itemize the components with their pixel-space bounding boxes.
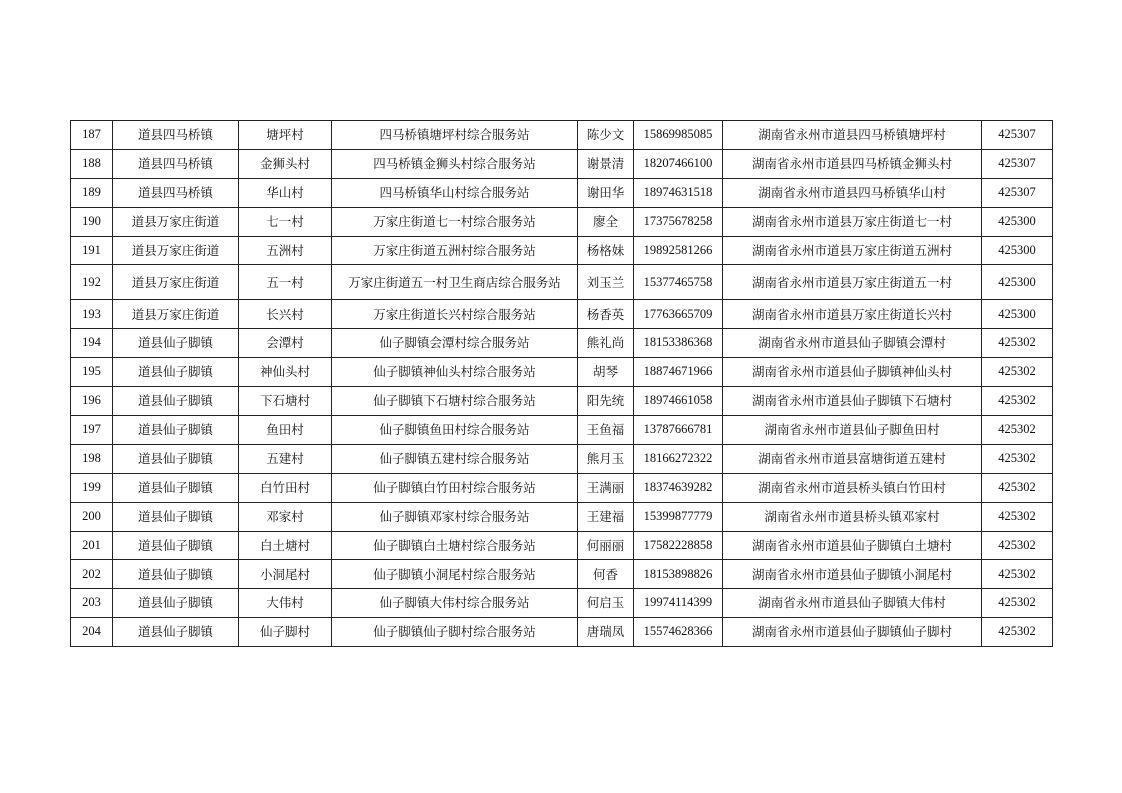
phone-number-cell: 17375678258 (634, 207, 723, 236)
row-number-cell: 201 (71, 531, 113, 560)
phone-number-cell: 17763665709 (634, 300, 723, 329)
table-row (71, 178, 1053, 207)
village-cell: 金狮头村 (239, 149, 332, 178)
postcode-cell: 425302 (982, 589, 1053, 618)
phone-number-cell: 13787666781 (634, 416, 723, 445)
address-cell: 湖南省永州市道县仙子脚镇白土塘村 (723, 531, 982, 560)
table-row (71, 358, 1053, 387)
postcode-cell: 425302 (982, 444, 1053, 473)
town-cell: 道县四马桥镇 (113, 178, 239, 207)
address-cell: 湖南省永州市道县桥头镇白竹田村 (723, 473, 982, 502)
contact-person-cell: 谢景清 (578, 149, 634, 178)
contact-person-cell: 熊月玉 (578, 444, 634, 473)
station-name-cell: 万家庄街道长兴村综合服务站 (332, 300, 578, 329)
contact-person-cell: 胡琴 (578, 358, 634, 387)
station-name-cell: 万家庄街道五洲村综合服务站 (332, 236, 578, 265)
address-cell: 湖南省永州市道县四马桥镇金狮头村 (723, 149, 982, 178)
row-number-cell: 204 (71, 618, 113, 647)
address-cell: 湖南省永州市道县万家庄街道长兴村 (723, 300, 982, 329)
row-number-cell: 195 (71, 358, 113, 387)
postcode-cell: 425302 (982, 560, 1053, 589)
station-name-cell: 万家庄街道七一村综合服务站 (332, 207, 578, 236)
village-cell: 五建村 (239, 444, 332, 473)
contact-person-cell: 谢田华 (578, 178, 634, 207)
phone-number-cell: 18153386368 (634, 329, 723, 358)
town-cell: 道县四马桥镇 (113, 121, 239, 150)
village-cell: 大伟村 (239, 589, 332, 618)
address-cell: 湖南省永州市道县仙子脚镇仙子脚村 (723, 618, 982, 647)
row-number-cell: 196 (71, 387, 113, 416)
contact-person-cell: 王满丽 (578, 473, 634, 502)
contact-person-cell: 王建福 (578, 502, 634, 531)
station-name-cell: 仙子脚镇神仙头村综合服务站 (332, 358, 578, 387)
row-number-cell: 191 (71, 236, 113, 265)
phone-number-cell: 18974631518 (634, 178, 723, 207)
postcode-cell: 425300 (982, 300, 1053, 329)
village-cell: 七一村 (239, 207, 332, 236)
service-station-table (70, 120, 1053, 647)
station-name-cell: 四马桥镇华山村综合服务站 (332, 178, 578, 207)
row-number-cell: 197 (71, 416, 113, 445)
contact-person-cell: 王鱼福 (578, 416, 634, 445)
postcode-cell: 425302 (982, 473, 1053, 502)
row-number-cell: 189 (71, 178, 113, 207)
row-number-cell: 198 (71, 444, 113, 473)
table-body (71, 121, 1053, 647)
row-number-cell: 203 (71, 589, 113, 618)
contact-person-cell: 刘玉兰 (578, 265, 634, 300)
row-number-cell: 188 (71, 149, 113, 178)
postcode-cell: 425302 (982, 329, 1053, 358)
station-name-cell: 仙子脚镇仙子脚村综合服务站 (332, 618, 578, 647)
postcode-cell: 425300 (982, 236, 1053, 265)
table-row (71, 149, 1053, 178)
table-row (71, 560, 1053, 589)
phone-number-cell: 15377465758 (634, 265, 723, 300)
phone-number-cell: 18874671966 (634, 358, 723, 387)
station-name-cell: 仙子脚镇下石塘村综合服务站 (332, 387, 578, 416)
table-row (71, 473, 1053, 502)
town-cell: 道县万家庄街道 (113, 207, 239, 236)
station-name-cell: 仙子脚镇会潭村综合服务站 (332, 329, 578, 358)
station-name-cell: 仙子脚镇大伟村综合服务站 (332, 589, 578, 618)
row-number-cell: 194 (71, 329, 113, 358)
town-cell: 道县万家庄街道 (113, 236, 239, 265)
phone-number-cell: 17582228858 (634, 531, 723, 560)
village-cell: 五一村 (239, 265, 332, 300)
station-name-cell: 仙子脚镇邓家村综合服务站 (332, 502, 578, 531)
village-cell: 鱼田村 (239, 416, 332, 445)
contact-person-cell: 廖全 (578, 207, 634, 236)
town-cell: 道县仙子脚镇 (113, 531, 239, 560)
table-row (71, 531, 1053, 560)
address-cell: 湖南省永州市道县仙子脚镇下石塘村 (723, 387, 982, 416)
town-cell: 道县仙子脚镇 (113, 560, 239, 589)
village-cell: 仙子脚村 (239, 618, 332, 647)
row-number-cell: 190 (71, 207, 113, 236)
village-cell: 小洞尾村 (239, 560, 332, 589)
town-cell: 道县仙子脚镇 (113, 473, 239, 502)
row-number-cell: 192 (71, 265, 113, 300)
phone-number-cell: 15399877779 (634, 502, 723, 531)
address-cell: 湖南省永州市道县仙子脚镇小洞尾村 (723, 560, 982, 589)
table-row (71, 589, 1053, 618)
row-number-cell: 200 (71, 502, 113, 531)
contact-person-cell: 何香 (578, 560, 634, 589)
station-name-cell: 仙子脚镇白土塘村综合服务站 (332, 531, 578, 560)
address-cell: 湖南省永州市道县四马桥镇塘坪村 (723, 121, 982, 150)
station-name-cell: 四马桥镇塘坪村综合服务站 (332, 121, 578, 150)
address-cell: 湖南省永州市道县仙子脚镇神仙头村 (723, 358, 982, 387)
postcode-cell: 425302 (982, 387, 1053, 416)
station-name-cell: 万家庄街道五一村卫生商店综合服务站 (332, 265, 578, 300)
town-cell: 道县万家庄街道 (113, 265, 239, 300)
address-cell: 湖南省永州市道县四马桥镇华山村 (723, 178, 982, 207)
postcode-cell: 425302 (982, 416, 1053, 445)
table-row (71, 329, 1053, 358)
phone-number-cell: 18166272322 (634, 444, 723, 473)
row-number-cell: 193 (71, 300, 113, 329)
town-cell: 道县万家庄街道 (113, 300, 239, 329)
village-cell: 会潭村 (239, 329, 332, 358)
postcode-cell: 425300 (982, 207, 1053, 236)
contact-person-cell: 何丽丽 (578, 531, 634, 560)
contact-person-cell: 杨香英 (578, 300, 634, 329)
contact-person-cell: 杨格妹 (578, 236, 634, 265)
table-row (71, 300, 1053, 329)
phone-number-cell: 18374639282 (634, 473, 723, 502)
address-cell: 湖南省永州市道县桥头镇邓家村 (723, 502, 982, 531)
address-cell: 湖南省永州市道县仙子脚镇大伟村 (723, 589, 982, 618)
town-cell: 道县仙子脚镇 (113, 444, 239, 473)
contact-person-cell: 熊礼尚 (578, 329, 634, 358)
address-cell: 湖南省永州市道县仙子脚镇会潭村 (723, 329, 982, 358)
contact-person-cell: 何启玉 (578, 589, 634, 618)
town-cell: 道县仙子脚镇 (113, 502, 239, 531)
postcode-cell: 425307 (982, 149, 1053, 178)
phone-number-cell: 19974114399 (634, 589, 723, 618)
row-number-cell: 187 (71, 121, 113, 150)
town-cell: 道县仙子脚镇 (113, 416, 239, 445)
town-cell: 道县仙子脚镇 (113, 387, 239, 416)
station-name-cell: 仙子脚镇鱼田村综合服务站 (332, 416, 578, 445)
phone-number-cell: 15574628366 (634, 618, 723, 647)
phone-number-cell: 18153898826 (634, 560, 723, 589)
contact-person-cell: 陈少文 (578, 121, 634, 150)
village-cell: 下石塘村 (239, 387, 332, 416)
town-cell: 道县仙子脚镇 (113, 329, 239, 358)
table-row (71, 207, 1053, 236)
table-row (71, 121, 1053, 150)
address-cell: 湖南省永州市道县万家庄街道五洲村 (723, 236, 982, 265)
village-cell: 长兴村 (239, 300, 332, 329)
table-row (71, 416, 1053, 445)
phone-number-cell: 18207466100 (634, 149, 723, 178)
postcode-cell: 425307 (982, 178, 1053, 207)
station-name-cell: 仙子脚镇小洞尾村综合服务站 (332, 560, 578, 589)
row-number-cell: 199 (71, 473, 113, 502)
postcode-cell: 425302 (982, 358, 1053, 387)
address-cell: 湖南省永州市道县万家庄街道五一村 (723, 265, 982, 300)
table-row (71, 502, 1053, 531)
station-name-cell: 四马桥镇金狮头村综合服务站 (332, 149, 578, 178)
phone-number-cell: 18974661058 (634, 387, 723, 416)
postcode-cell: 425307 (982, 121, 1053, 150)
station-name-cell: 仙子脚镇白竹田村综合服务站 (332, 473, 578, 502)
row-number-cell: 202 (71, 560, 113, 589)
postcode-cell: 425302 (982, 531, 1053, 560)
table-row (71, 618, 1053, 647)
phone-number-cell: 15869985085 (634, 121, 723, 150)
table-row (71, 265, 1053, 300)
village-cell: 白竹田村 (239, 473, 332, 502)
postcode-cell: 425302 (982, 618, 1053, 647)
address-cell: 湖南省永州市道县富塘街道五建村 (723, 444, 982, 473)
village-cell: 五洲村 (239, 236, 332, 265)
town-cell: 道县四马桥镇 (113, 149, 239, 178)
town-cell: 道县仙子脚镇 (113, 358, 239, 387)
table-row (71, 444, 1053, 473)
village-cell: 白土塘村 (239, 531, 332, 560)
village-cell: 塘坪村 (239, 121, 332, 150)
table-row (71, 387, 1053, 416)
postcode-cell: 425300 (982, 265, 1053, 300)
town-cell: 道县仙子脚镇 (113, 589, 239, 618)
table-row (71, 236, 1053, 265)
postcode-cell: 425302 (982, 502, 1053, 531)
village-cell: 神仙头村 (239, 358, 332, 387)
village-cell: 华山村 (239, 178, 332, 207)
phone-number-cell: 19892581266 (634, 236, 723, 265)
contact-person-cell: 阳先统 (578, 387, 634, 416)
town-cell: 道县仙子脚镇 (113, 618, 239, 647)
station-name-cell: 仙子脚镇五建村综合服务站 (332, 444, 578, 473)
address-cell: 湖南省永州市道县万家庄街道七一村 (723, 207, 982, 236)
contact-person-cell: 唐瑞凤 (578, 618, 634, 647)
address-cell: 湖南省永州市道县仙子脚鱼田村 (723, 416, 982, 445)
village-cell: 邓家村 (239, 502, 332, 531)
